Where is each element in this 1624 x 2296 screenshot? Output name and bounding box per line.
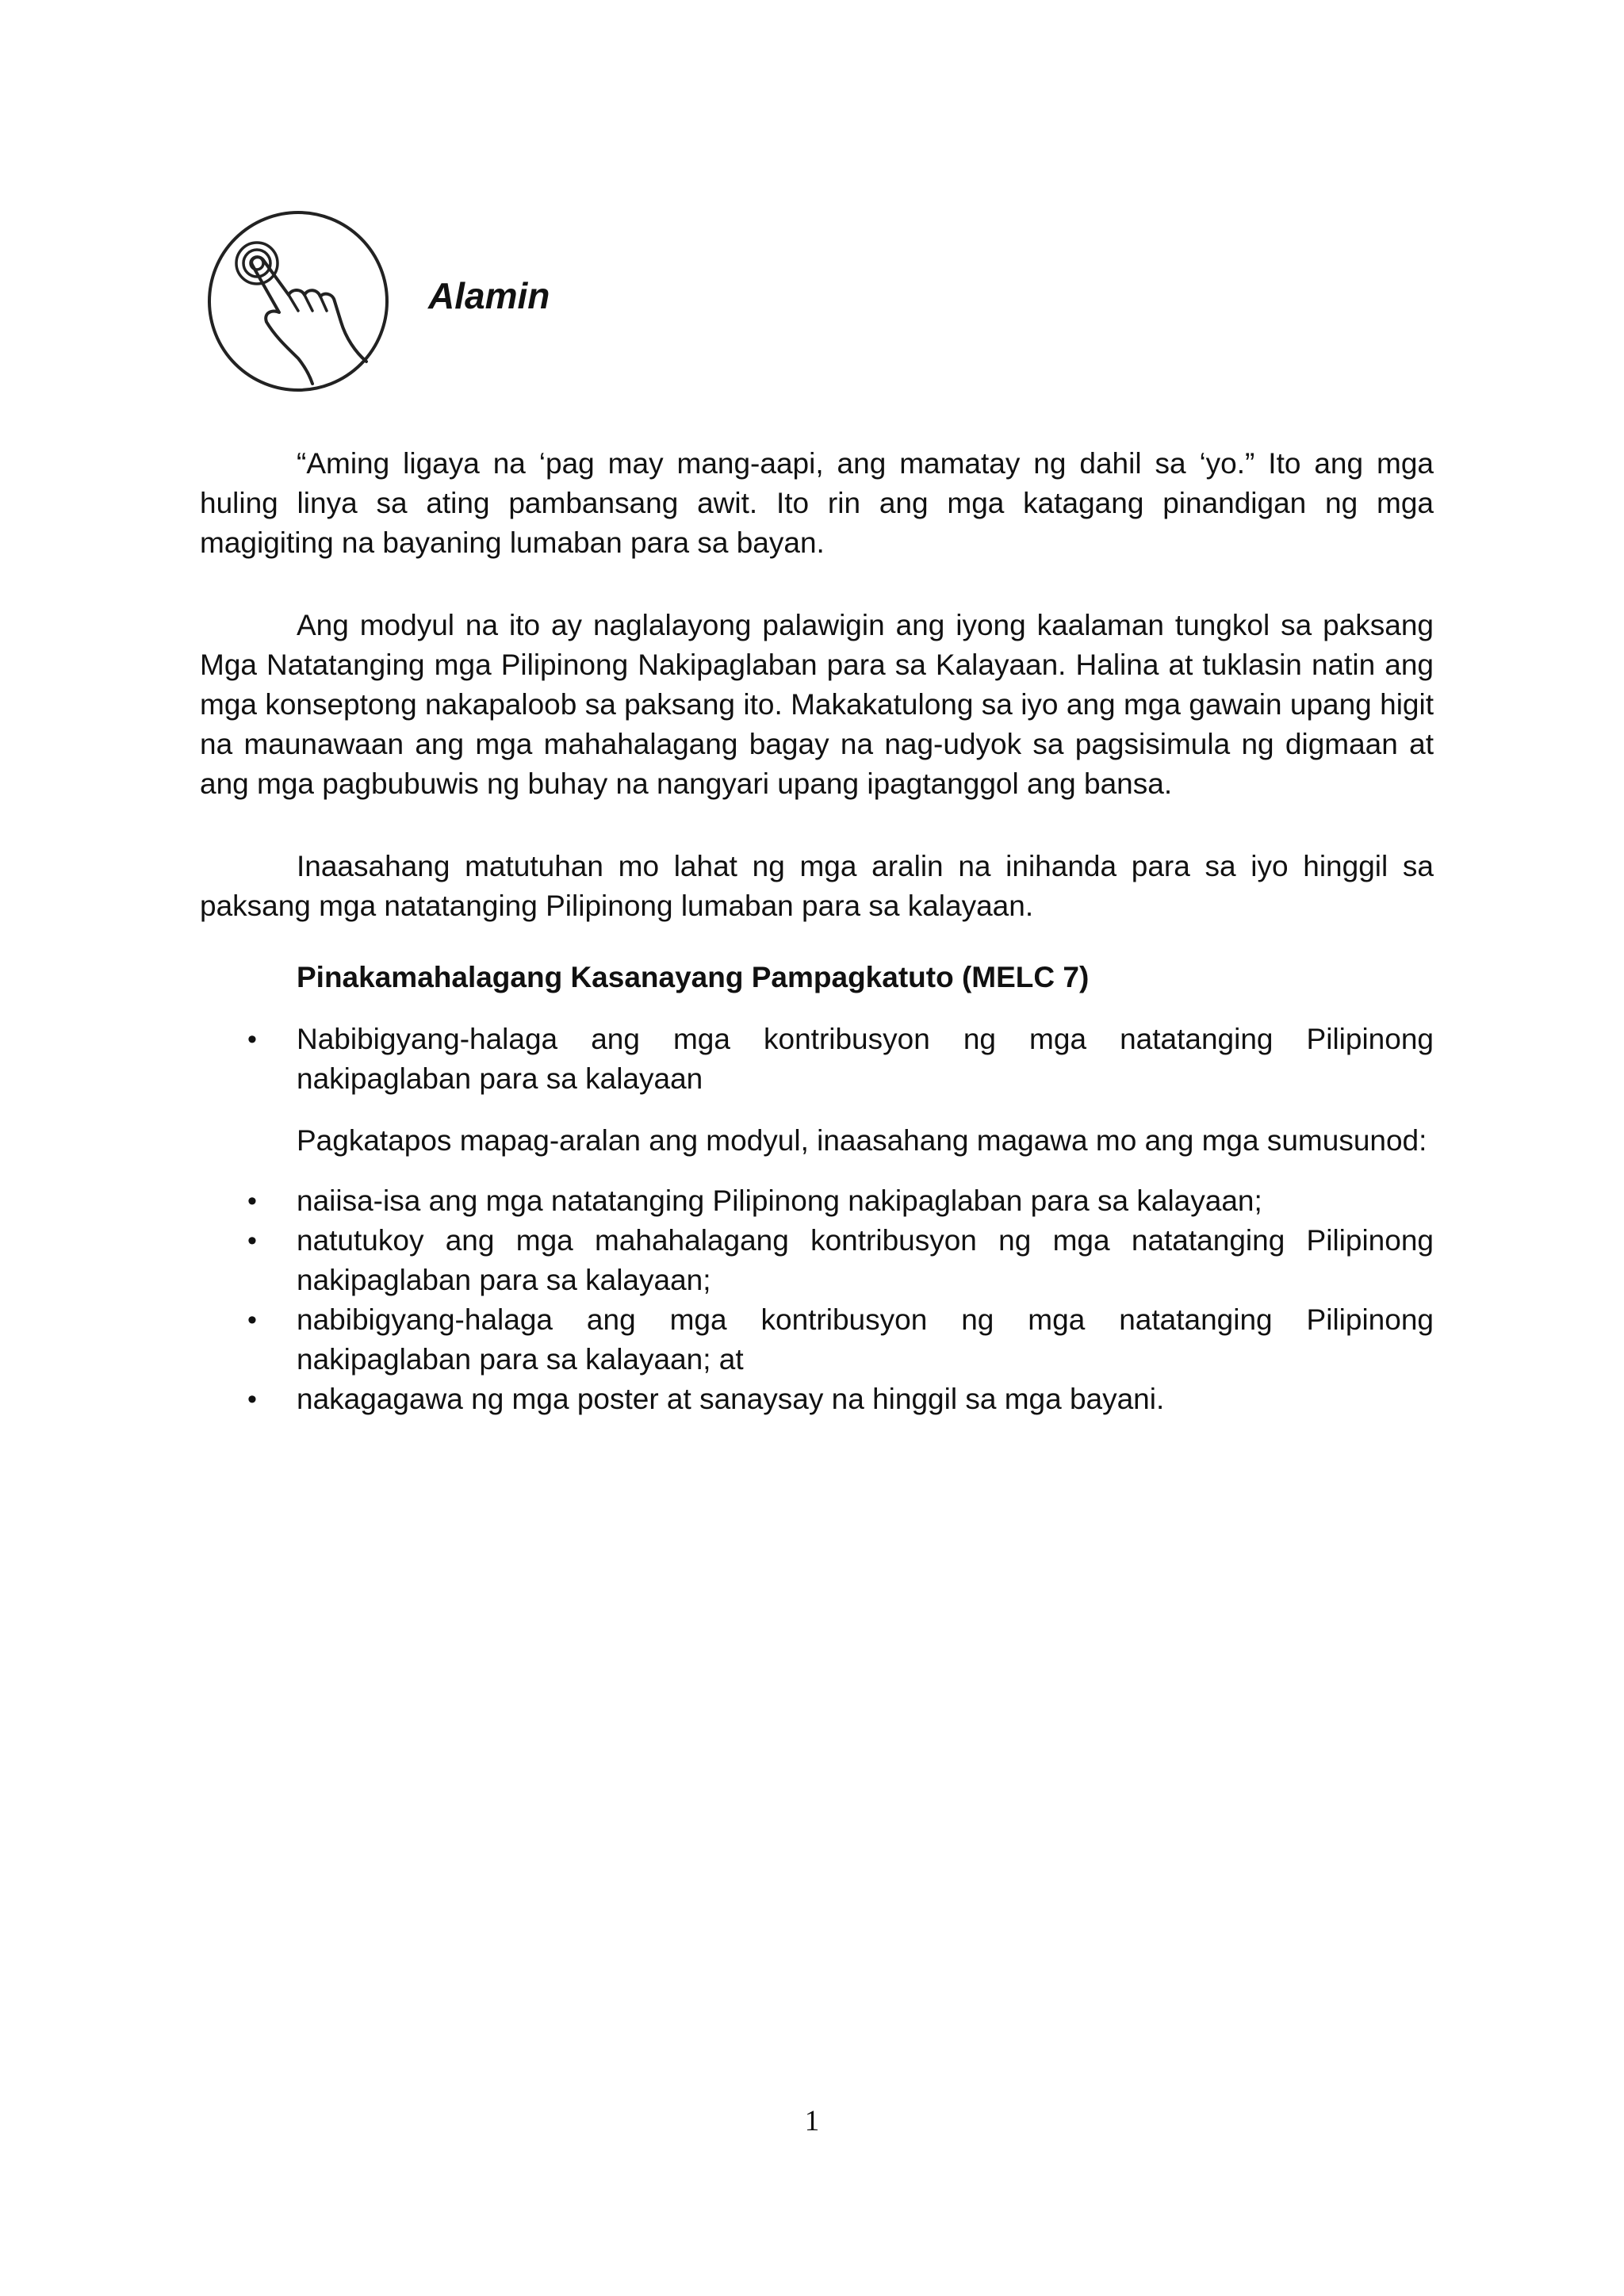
objectives-list	[200, 1181, 1434, 1419]
section-header	[200, 203, 914, 401]
melc-item-text: Nabibigyang-halaga ang mga kontribusyon ng mga natatanging Pilipinong nakipaglaban para sa kalayaan	[297, 1023, 1434, 1095]
bullet-icon: •	[247, 1226, 257, 1256]
objective-text: nabibigyang-halaga ang mga kontribusyon ng mga natatanging Pilipinong nakipaglaban para sa kalayaan; at	[297, 1303, 1434, 1376]
bullet-icon: •	[247, 1024, 257, 1054]
melc-list	[200, 1020, 1434, 1099]
module-description-paragraph: Ang modyul na ito ay naglalayong palawigin ang iyong kaalaman tungkol sa paksang Mga Natatanging mga Pilipinong Nakipaglaban para sa Kalayaan. Halina at tuklasin natin ang mga konseptong nakapaloob sa paksang ito. Makakatulong sa iyo ang mga gawain upang higit na maunawaan ang mga mahahalagang bagay na nag-udyok sa pagsisimula ng digmaan at ang mga pagbubuwis ng buhay na nangyari upang ipagtanggol ang bansa.	[200, 609, 1434, 800]
hand-pointer-icon	[200, 203, 396, 400]
intro-paragraph: “Aming ligaya na ‘pag may mang-aapi, ang mamatay ng dahil sa ‘yo.” Ito ang mga huling linya sa ating pambansang awit. Ito rin ang mga katagang pinandigan ng mga magigiting na bayaning lumaban para sa bayan.	[200, 447, 1434, 559]
bullet-icon: •	[247, 1305, 257, 1335]
section-title: Alamin	[428, 275, 550, 316]
bullet-icon: •	[247, 1186, 257, 1216]
melc-heading: Pinakamahalagang Kasanayang Pampagkatuto (MELC 7)	[297, 961, 1090, 993]
list-item	[200, 1181, 1434, 1221]
objective-text: naiisa-isa ang mga natatanging Pilipinong nakipaglaban para sa kalayaan;	[297, 1184, 1262, 1217]
objective-text: nakagagawa ng mga poster at sanaysay na hinggil sa mga bayani.	[297, 1383, 1165, 1415]
objective-text: natutukoy ang mga mahahalagang kontribusyon ng mga natatanging Pilipinong nakipaglaban para sa kalayaan;	[297, 1224, 1434, 1296]
module-content	[200, 444, 1434, 1419]
page-number: 1	[804, 2105, 820, 2137]
list-item	[200, 1380, 1434, 1419]
expectation-paragraph: Inaasahang matutuhan mo lahat ng mga aralin na inihanda para sa iyo hinggil sa paksang mga natatanging Pilipinong lumaban para sa kalayaan.	[200, 850, 1434, 922]
list-item	[200, 1020, 1434, 1099]
objectives-intro-paragraph: Pagkatapos mapag-aralan ang modyul, inaasahang magawa mo ang mga sumusunod:	[297, 1124, 1427, 1157]
bullet-icon: •	[247, 1384, 257, 1414]
list-item	[200, 1300, 1434, 1380]
list-item	[200, 1221, 1434, 1300]
